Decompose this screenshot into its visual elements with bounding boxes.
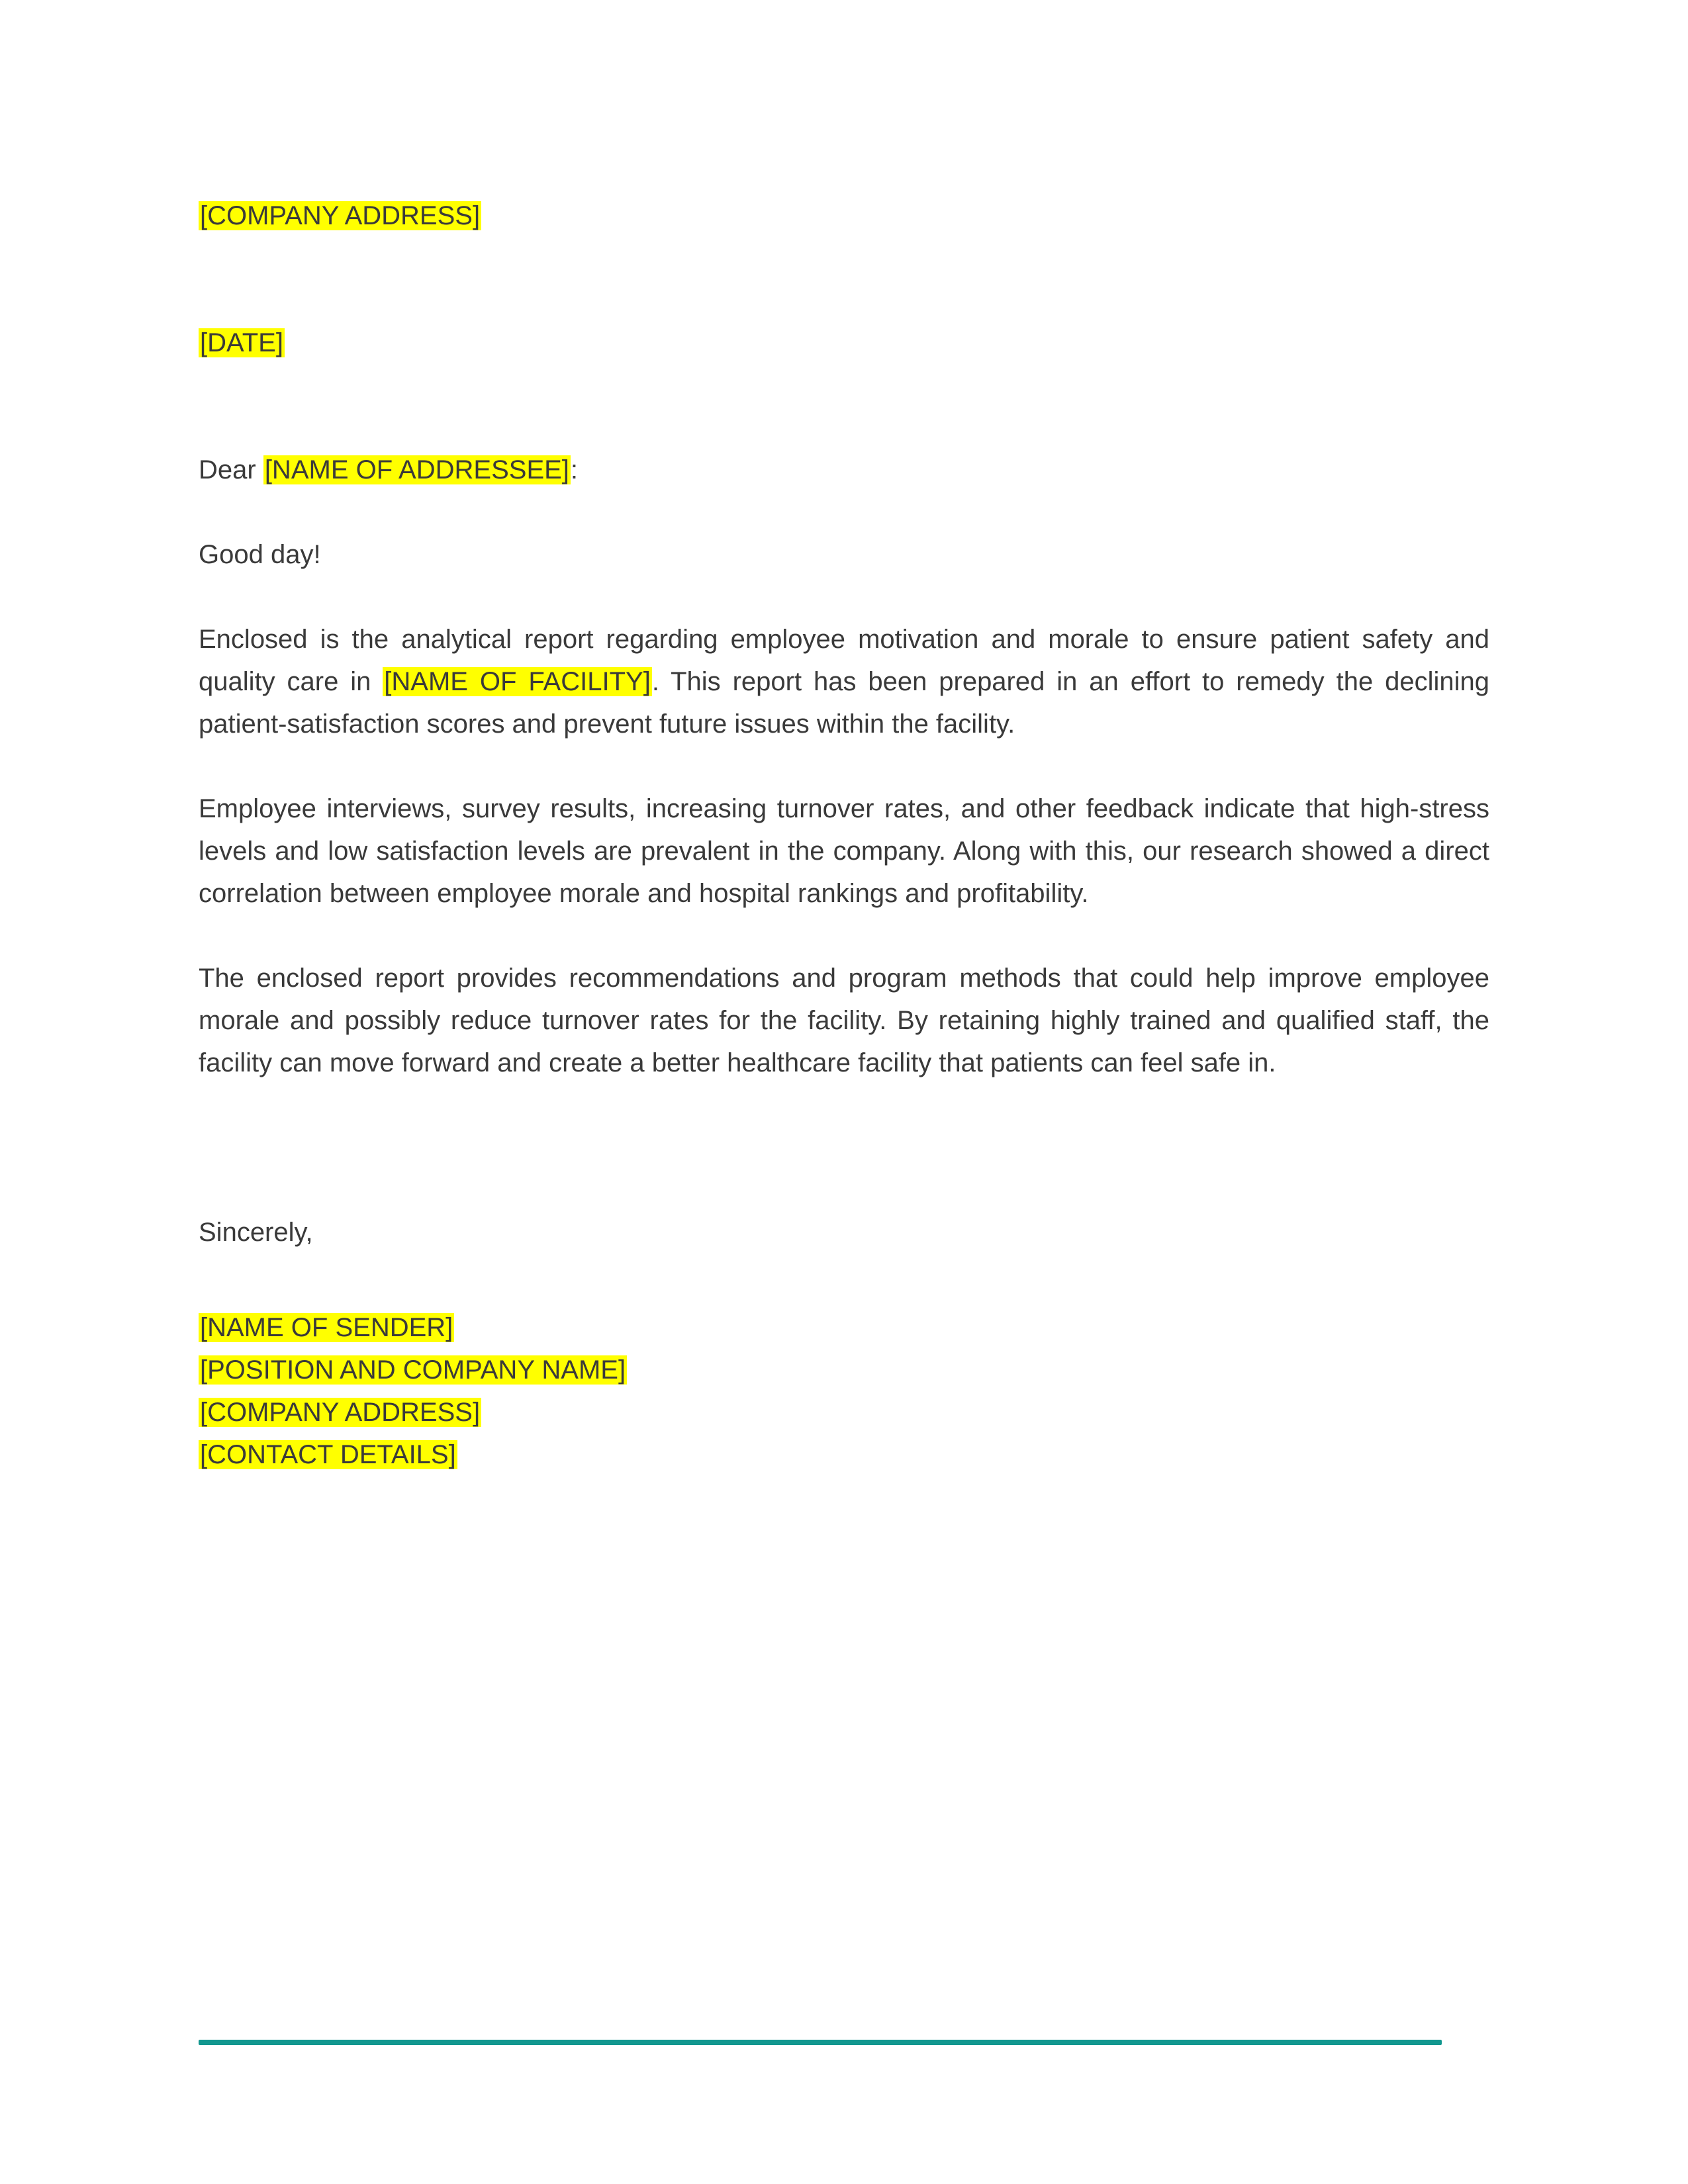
body-paragraph-1 [199, 618, 1489, 745]
paragraph-1-text-start: Enclosed is the analytical report regarding employee motivation and morale to ensure patient safety and quality care in [199, 625, 1489, 696]
company-address-placeholder: [COMPANY ADDRESS] [200, 201, 481, 230]
sender-name-placeholder: [NAME OF SENDER] [200, 1313, 453, 1342]
sender-position-placeholder: [POSITION AND COMPANY NAME] [200, 1355, 626, 1385]
paragraph-1-text-end: . This report has been prepared in an effort to remedy the declining patient-satisfaction scores and prevent future issues within the facility. [199, 667, 1489, 739]
salutation-prefix: Dear [199, 455, 263, 484]
sender-contact-placeholder: [CONTACT DETAILS] [200, 1440, 456, 1469]
date-placeholder: [DATE] [200, 328, 283, 357]
addressee-placeholder: [NAME OF ADDRESSEE] [264, 455, 569, 484]
sender-address-placeholder: [COMPANY ADDRESS] [200, 1398, 481, 1427]
greeting: Good day! [199, 540, 321, 569]
closing: Sincerely, [199, 1218, 313, 1247]
salutation [199, 449, 578, 491]
company-address-line [199, 195, 481, 237]
date-line [199, 322, 285, 364]
body-paragraph-3: The enclosed report provides recommendations and program methods that could help improve employee morale and possibly reduce turnover rates for the facility. By retaining highly trained and qualified staff, the facility can move forward and create a better healthcare facility that patients can feel safe in. [199, 964, 1489, 1077]
facility-placeholder: [NAME OF FACILITY] [384, 667, 651, 696]
footer-divider [199, 2040, 1442, 2045]
salutation-suffix: : [570, 455, 579, 484]
signature-block [199, 1306, 627, 1476]
body-paragraph-2: Employee interviews, survey results, increasing turnover rates, and other feedback indicate that high-stress levels and low satisfaction levels are prevalent in the company. Along with this, our research showed a direct correlation between employee morale and hospital rankings and profitability. [199, 794, 1489, 908]
